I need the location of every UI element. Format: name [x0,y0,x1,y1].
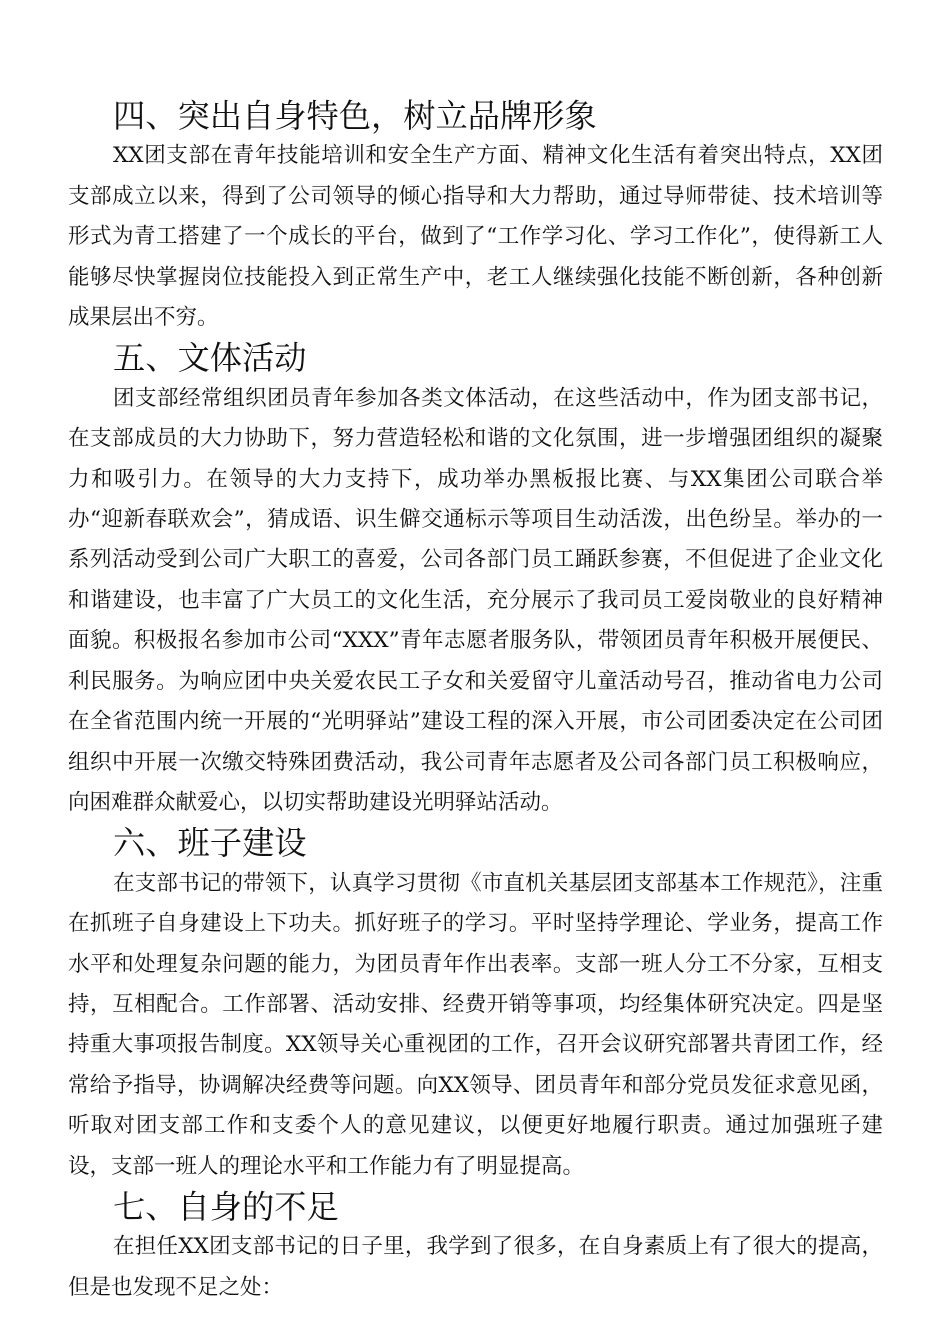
section-cultural-sports-activities [68,338,883,823]
document-page [68,96,883,1308]
section-shortcomings [68,1187,883,1308]
section-heading: 四、突出自身特色，树立品牌形象 [113,97,597,135]
section-heading: 六、班子建设 [113,824,307,863]
section-heading: 五、文体活动 [113,339,307,378]
section-heading: 七、自身的不足 [113,1187,339,1226]
section-paragraph: 在担任XX团支部书记的日子里，我学到了很多，在自身素质上有了很大的提高，但是也发现不足之处： [68,1234,883,1300]
section-paragraph: 在支部书记的带领下，认真学习贯彻《市直机关基层团支部基本工作规范》，注重在抓班子自身建设上下功夫。抓好班子的学习。平时坚持学理论、学业务，提高工作水平和处理复杂问题的能力，为团员青年作出表率。支部一班人分工不分家，互相支持，互相配合。工作部署、活动安排、经费开销等事项，均经集体研究决定。四是坚持重大事项报告制度。XX领导关心重视团的工作，召开会议研究部署共青团工作，经常给予指导，协调解决经费等问题。向XX领导、团员青年和部分党员发征求意见函，听取对团支部工作和支委个人的意见建议，以便更好地履行职责。通过加强班子建设，支部一班人的理论水平和工作能力有了明显提高。 [68,870,883,1179]
section-brand-image [68,96,883,338]
section-team-building [68,823,883,1187]
section-paragraph: 团支部经常组织团员青年参加各类文体活动，在这些活动中，作为团支部书记，在支部成员的大力协助下，努力营造轻松和谐的文化氛围，进一步增强团组织的凝聚力和吸引力。在领导的大力支持下，成功举办黑板报比赛、与XX集团公司联合举办“迎新春联欢会”，猜成语、识生僻交通标示等项目生动活泼，出色纷呈。举办的一系列活动受到公司广大职工的喜爱，公司各部门员工踊跃参赛，不但促进了企业文化和谐建设，也丰富了广大员工的文化生活，充分展示了我司员工爱岗敬业的良好精神面貌。积极报名参加市公司“XXX”青年志愿者服务队，带领团员青年积极开展便民、利民服务。为响应团中央关爱农民工子女和关爱留守儿童活动号召，推动省电力公司在全省范围内统一开展的“光明驿站”建设工程的深入开展，市公司团委决定在公司团组织中开展一次缴交特殊团费活动，我公司青年志愿者及公司各部门员工积极响应，向困难群众献爱心，以切实帮助建设光明驿站活动。 [68,385,883,815]
section-paragraph: XX团支部在青年技能培训和安全生产方面、精神文化生活有着突出特点，XX团支部成立以来，得到了公司领导的倾心指导和大力帮助，通过导师带徒、技术培训等形式为青工搭建了一个成长的平台，做到了“工作学习化、学习工作化”，使得新工人能够尽快掌握岗位技能投入到正常生产中，老工人继续强化技能不断创新，各种创新成果层出不穷。 [68,143,883,331]
